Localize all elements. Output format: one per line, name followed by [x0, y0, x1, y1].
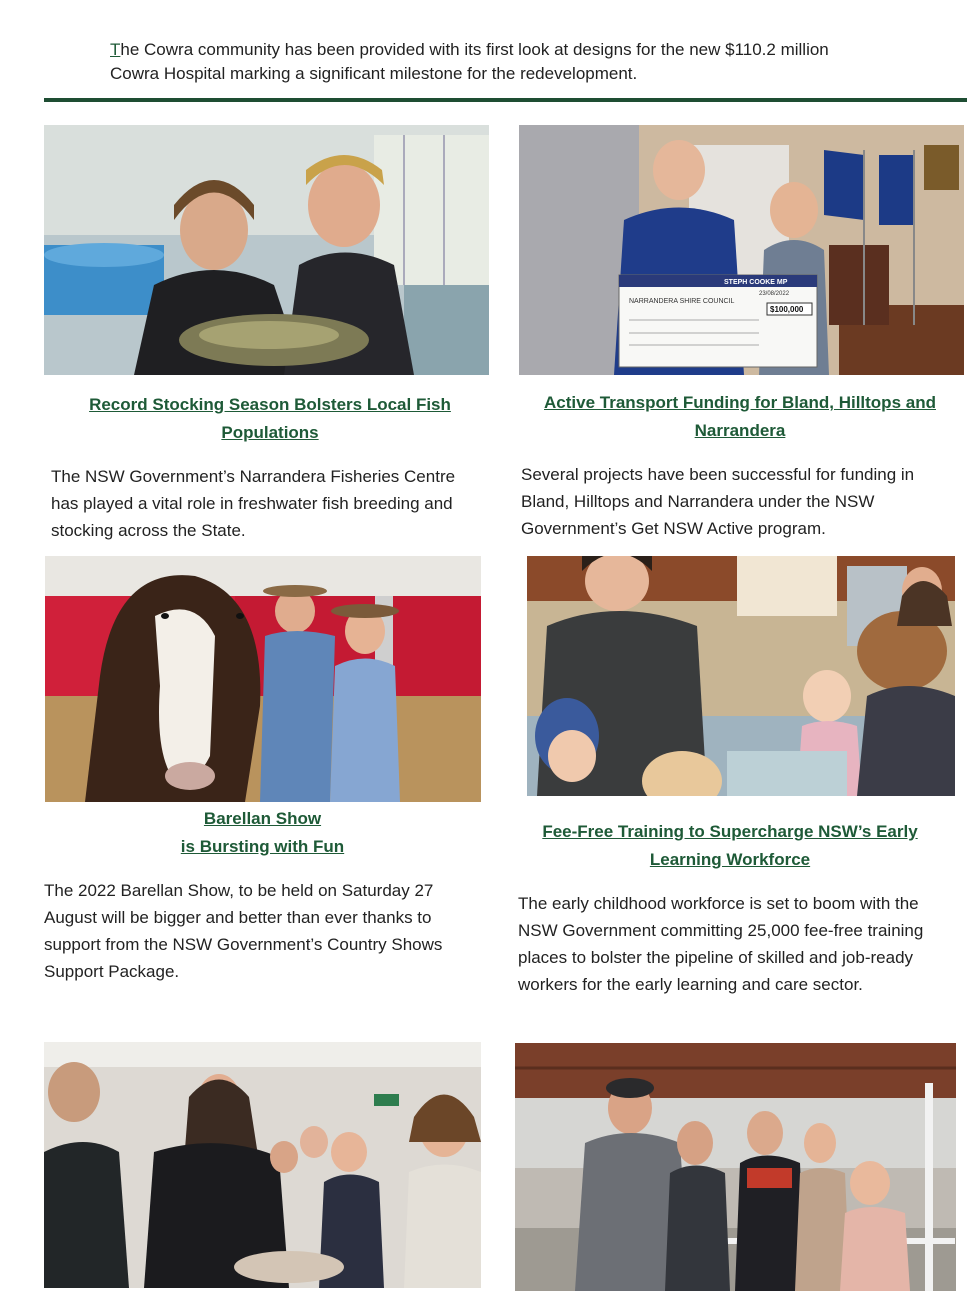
- intro-paragraph: [110, 38, 870, 86]
- photo-fish-hatchery: [44, 125, 489, 375]
- story-body-transport: [521, 461, 951, 542]
- intro-first-letter: T: [110, 40, 121, 59]
- story-headline-training[interactable]: [525, 818, 935, 874]
- story-headline-transport-text[interactable]: Active Transport Funding for Bland, Hilltops and Narrandera: [544, 393, 936, 440]
- photo-community-gathering: [44, 1042, 481, 1288]
- story-headline-transport[interactable]: [535, 389, 945, 445]
- photo-cheque-presentation: [519, 125, 964, 375]
- cheque-date: 23/08/2022: [759, 291, 790, 297]
- intro-text: he Cowra community has been provided with its first look at designs for the new $110.2 million Cowra Hospital marking a significant milestone for the redevelopment.: [110, 40, 829, 83]
- story-body-fish-text: The NSW Government’s Narrandera Fisheries Centre has played a vital role in freshwater fish breeding and stocking across the State.: [51, 467, 456, 540]
- story-headline-fish[interactable]: [60, 391, 480, 447]
- story-headline-barellan-line2[interactable]: is Bursting with Fun: [180, 837, 345, 856]
- divider-rule: [44, 98, 967, 102]
- story-body-training: [518, 890, 948, 998]
- cheque-payee: NARRANDERA SHIRE COUNCIL: [629, 298, 735, 305]
- photo-barellan-horse: [45, 556, 481, 802]
- story-headline-barellan[interactable]: [150, 805, 375, 861]
- story-body-barellan-text: The 2022 Barellan Show, to be held on Saturday 27 August will be bigger and better than ever thanks to support from the NSW Government’s Country Shows Support Package.: [44, 881, 443, 981]
- photo-shed-gathering: [515, 1043, 956, 1291]
- story-body-transport-text: Several projects have been successful for funding in Bland, Hilltops and Narrandera under the NSW Government’s Get NSW Active program.: [521, 465, 915, 538]
- story-body-barellan: [44, 877, 484, 985]
- story-body-fish: [51, 463, 481, 544]
- story-headline-barellan-line1[interactable]: Barellan Show: [203, 809, 322, 828]
- cheque-amount: $100,000: [770, 305, 804, 314]
- story-headline-fish-text[interactable]: Record Stocking Season Bolsters Local Fish Populations: [89, 395, 451, 442]
- cheque-banner: STEPH COOKE MP: [724, 279, 788, 286]
- photo-early-learning: [527, 556, 955, 796]
- story-body-training-text: The early childhood workforce is set to boom with the NSW Government committing 25,000 fee-free training places to bolster the pipeline of skilled and job-ready workers for the early learning and care sector.: [518, 894, 924, 994]
- story-headline-training-text[interactable]: Fee-Free Training to Supercharge NSW’s Early Learning Workforce: [542, 822, 918, 869]
